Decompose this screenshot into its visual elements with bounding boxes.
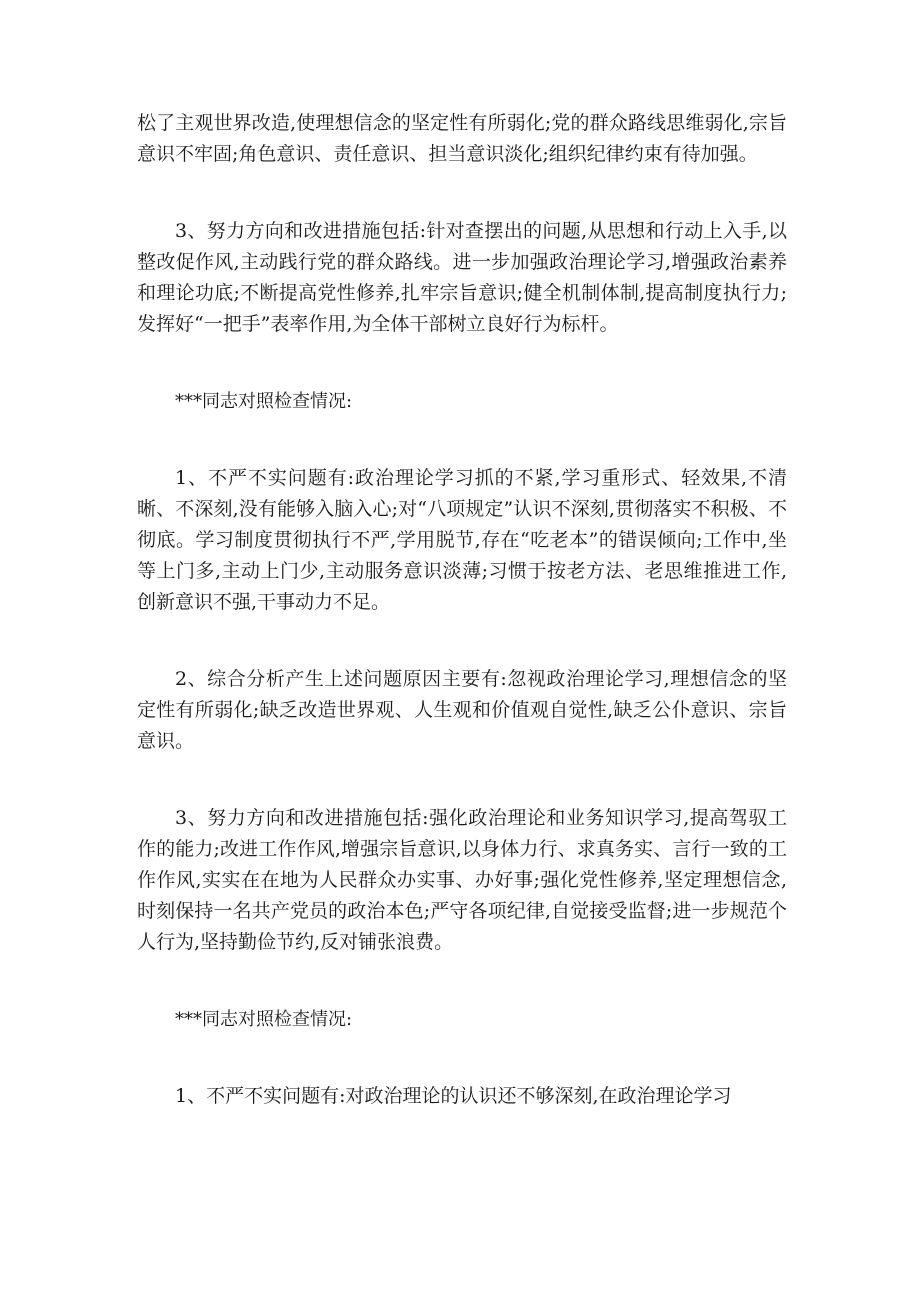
paragraph-continuation: 松了主观世界改造,使理想信念的坚定性有所弱化;党的群众路线思维弱化,宗旨意识不牢固;角色意识、责任意识、担当意识淡化;组织纪律约束有待加强。 (137, 112, 787, 165)
document-body (137, 108, 787, 1112)
section-heading-comrade-2: ***同志对照检查情况: (175, 1009, 353, 1030)
paragraph-causes: 2、综合分析产生上述问题原因主要有:忽视政治理论学习,理想信念的坚定性有所弱化;缺乏改造世界观、人生观和价值观自觉性,缺乏公仆意识、宗旨意识。 (137, 668, 787, 752)
section-heading-comrade-1: ***同志对照检查情况: (175, 391, 353, 412)
paragraph-problems-2: 1、不严不实问题有:对政治理论的认识还不够深刻,在政治理论学习 (175, 1085, 732, 1107)
paragraph-improvement-measures-1: 3、努力方向和改进措施包括:针对查摆出的问题,从思想和行动上入手,以整改促作风,主动践行党的群众路线。进一步加强政治理论学习,增强政治素养和理论功底;不断提高党性修养,扎牢宗旨意识;健全机制体制,提高制度执行力;发挥好“一把手”表率作用,为全体干部树立良好行为标杆。 (137, 220, 787, 335)
paragraph-problems: 1、不严不实问题有:政治理论学习抓的不紧,学习重形式、轻效果,不清晰、不深刻,没有能够入脑入心;对“八项规定”认识不深刻,贯彻落实不积极、不彻底。学习制度贯彻执行不严,学用脱节,存在“吃老本”的错误倾向;工作中,坐等上门多,主动上门少,主动服务意识淡薄;习惯于按老方法、老思维推进工作,创新意识不强,干事动力不足。 (137, 467, 787, 613)
paragraph-improvement-measures-2: 3、努力方向和改进措施包括:强化政治理论和业务知识学习,提高驾驭工作的能力;改进工作作风,增强宗旨意识,以身体力行、求真务实、言行一致的工作作风,实实在在地为人民群众办实事、办好事;强化党性修养,坚定理想信念,时刻保持一名共产党员的政治本色;严守各项纪律,自觉接受监督;进一步规范个人行为,坚持勤俭节约,反对铺张浪费。 (137, 807, 787, 953)
